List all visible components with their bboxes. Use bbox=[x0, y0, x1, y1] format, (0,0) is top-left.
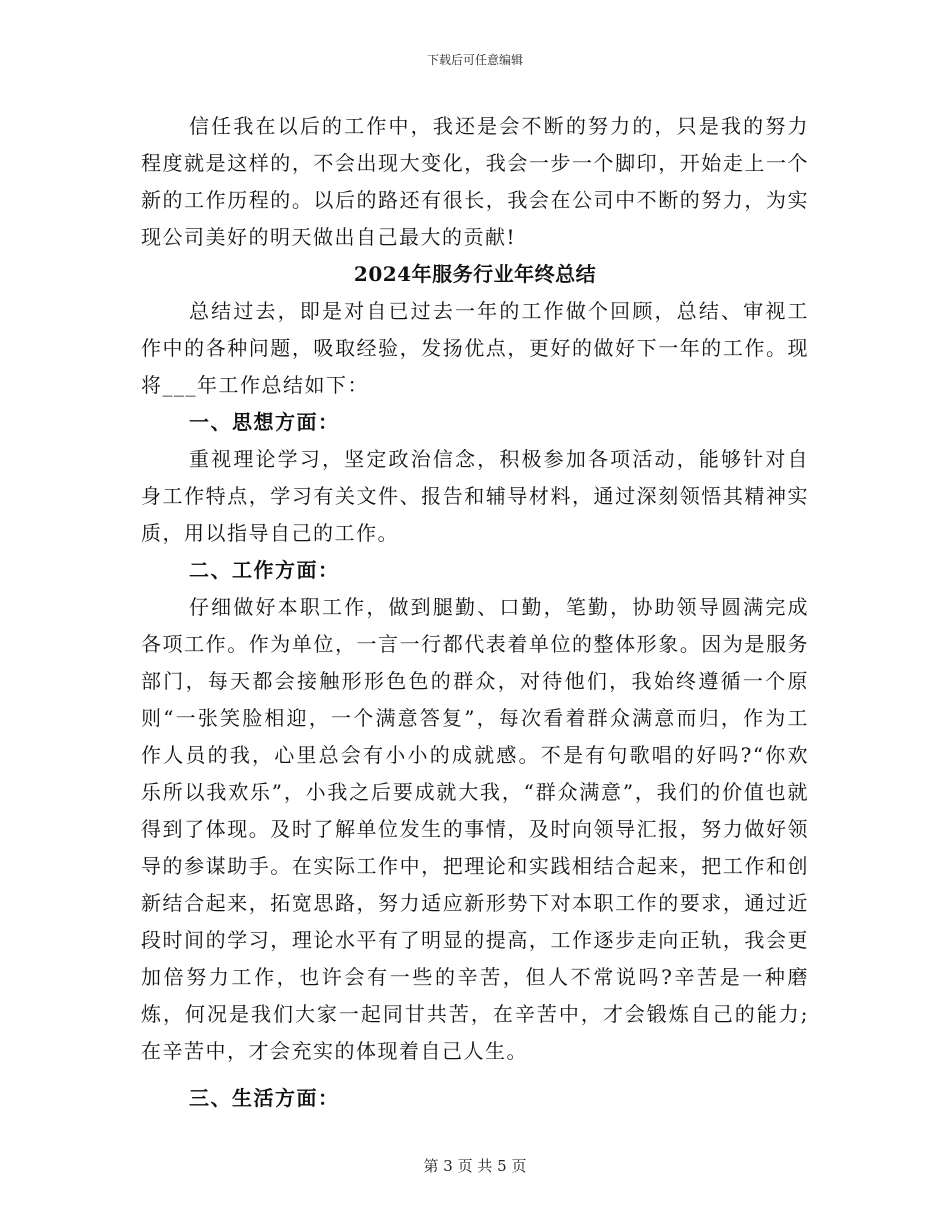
document-body bbox=[141, 108, 809, 1117]
section-heading-thought: 一、思想方面： bbox=[189, 410, 340, 434]
page-header: 下载后可任意编辑 bbox=[426, 53, 523, 67]
page-footer: 第 3 页 共 5 页 bbox=[423, 1157, 527, 1175]
paragraph-closing: 信任我在以后的工作中，我还是会不断的努力的，只是我的努力程度就是这样的，不会出现大变化，我会一步一个脚印，开始走上一个新的工作历程的。以后的路还有很长，我会在公司中不断的努力，为实现公司美好的明天做出自己最大的贡献! bbox=[141, 114, 809, 249]
paragraph-thought: 重视理论学习，坚定政治信念，积极参加各项活动，能够针对自身工作特点，学习有关文件、报告和辅导材料，通过深刻领悟其精神实质，用以指导自己的工作。 bbox=[141, 447, 809, 545]
spacer bbox=[141, 1070, 809, 1080]
paragraph-work: 仔细做好本职工作，做到腿勤、口勤，笔勤，协助领导圆满完成各项工作。作为单位，一言一行都代表着单位的整体形象。因为是服务部门，每天都会接触形形色色的群众，对待他们，我始终遵循一个原则“一张笑脸相迎，一个满意答复”，每次看着群众满意而归，作为工作人员的我，心里总会有小小的成就感。不是有句歌唱的好吗?“你欢乐所以我欢乐”，小我之后要成就大我，“群众满意”，我们的价值也就得到了体现。及时了解单位发生的事情，及时向领导汇报，努力做好领导的参谋助手。在实际工作中，把理论和实践相结合起来，把工作和创新结合起来，拓宽思路，努力适应新形势下对本职工作的要求，通过近段时间的学习，理论水平有了明显的提高，工作逐步走向正轨，我会更加倍努力工作，也许会有一些的辛苦，但人不常说吗?辛苦是一种磨炼，何况是我们大家一起同甘共苦，在辛苦中，才会锻炼自己的能力;在辛苦中，才会充实的体现着自己人生。 bbox=[141, 595, 809, 1063]
document-title: 2024年服务行业年终总结 bbox=[353, 262, 597, 286]
section-heading-life: 三、生活方面： bbox=[189, 1086, 340, 1110]
paragraph-intro: 总结过去，即是对自已过去一年的工作做个回顾，总结、审视工作中的各种问题，吸取经验，发扬优点，更好的做好下一年的工作。现将___年工作总结如下： bbox=[141, 299, 809, 397]
section-heading-work: 二、工作方面： bbox=[189, 558, 340, 582]
